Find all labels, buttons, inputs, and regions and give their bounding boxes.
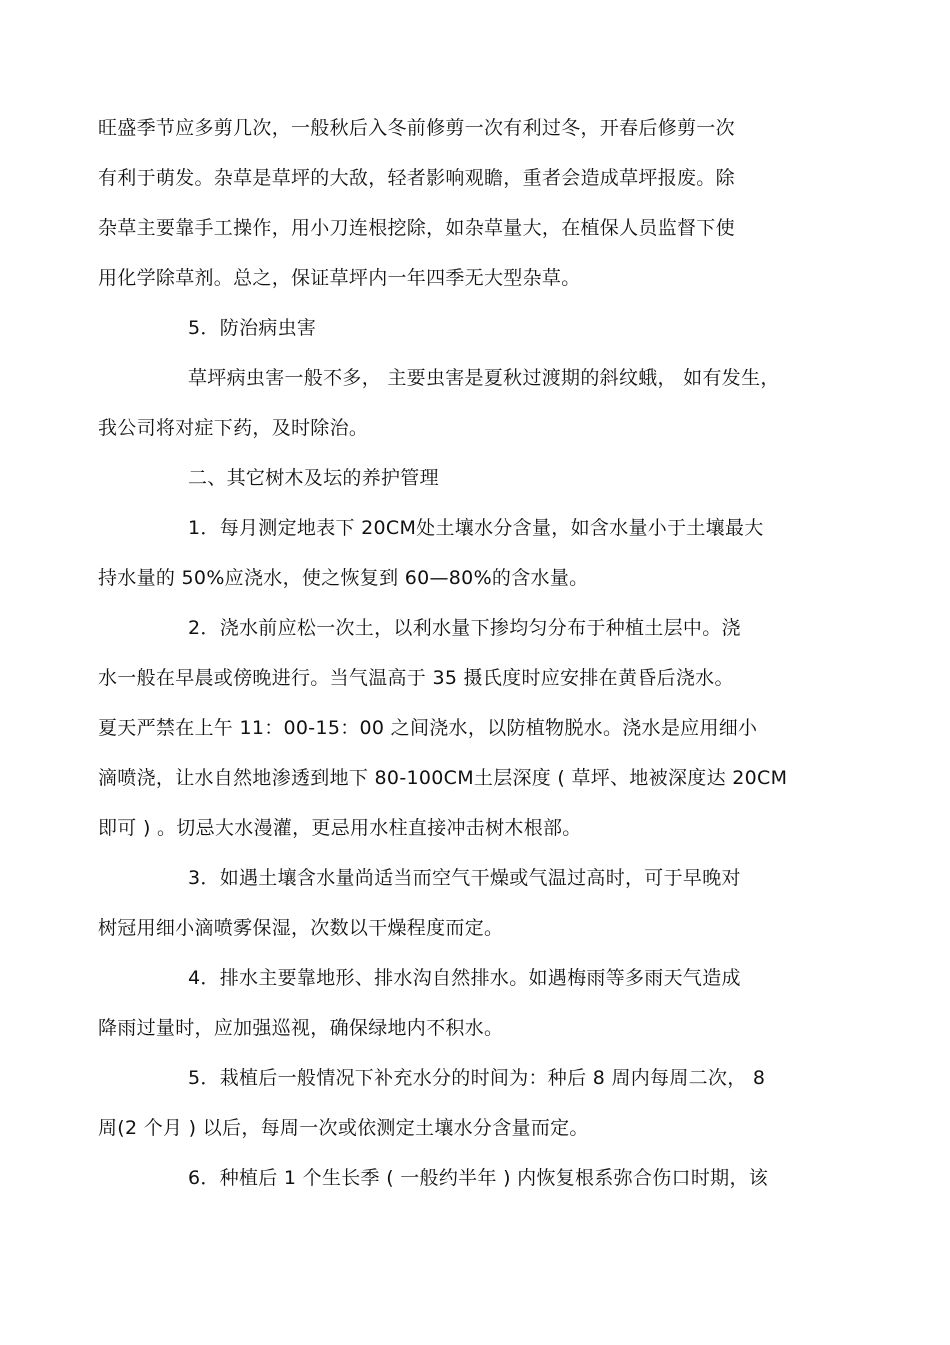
paragraph-line: 滴喷浇，让水自然地渗透到地下 80-100CM土层深度 ( 草坪、地被深度达 20CM — [98, 767, 788, 789]
paragraph-line: 5．栽植后一般情况下补充水分的时间为：种后 8 周内每周二次， 8 — [188, 1067, 766, 1089]
paragraph-line: 6．种植后 1 个生长季 ( 一般约半年 ) 内恢复根系弥合伤口时期，该 — [188, 1167, 769, 1189]
paragraph-line: 3．如遇土壤含水量尚适当而空气干燥或气温过高时，可于早晚对 — [188, 867, 741, 889]
paragraph-line: 我公司将对症下药，及时除治。 — [98, 417, 369, 439]
paragraph-line: 夏天严禁在上午 11：00-15：00 之间浇水，以防植物脱水。浇水是应用细小 — [98, 717, 758, 739]
paragraph-line: 树冠用细小滴喷雾保湿，次数以干燥程度而定。 — [98, 917, 504, 939]
paragraph-line: 有利于萌发。杂草是草坪的大敌，轻者影响观瞻，重者会造成草坪报废。除 — [98, 167, 735, 189]
paragraph-line: 降雨过量时，应加强巡视，确保绿地内不积水。 — [98, 1017, 504, 1039]
paragraph-line: 持水量的 50%应浇水，使之恢复到 60—80%的含水量。 — [98, 567, 589, 589]
paragraph-line: 旺盛季节应多剪几次，一般秋后入冬前修剪一次有利过冬，开春后修剪一次 — [98, 117, 735, 139]
paragraph-line: 杂草主要靠手工操作，用小刀连根挖除，如杂草量大，在植保人员监督下使 — [98, 217, 735, 239]
section-heading: 二、其它树木及坛的养护管理 — [188, 467, 439, 489]
section-heading: 5．防治病虫害 — [188, 317, 317, 339]
paragraph-line: 草坪病虫害一般不多， 主要虫害是夏秋过渡期的斜纹蛾， 如有发生， — [188, 367, 780, 389]
paragraph-line: 用化学除草剂。总之，保证草坪内一年四季无大型杂草。 — [98, 267, 581, 289]
paragraph-line: 1．每月测定地表下 20CM处土壤水分含量，如含水量小于土壤最大 — [188, 517, 764, 539]
paragraph-line: 2．浇水前应松一次土，以利水量下掺均匀分布于种植土层中。浇 — [188, 617, 741, 639]
paragraph-line: 水一般在早晨或傍晚进行。当气温高于 35 摄氏度时应安排在黄昏后浇水。 — [98, 667, 734, 689]
paragraph-line: 周(2 个月 ) 以后，每周一次或依测定土壤水分含量而定。 — [98, 1117, 589, 1139]
paragraph-line: 即可 ) 。切忌大水漫灌，更忌用水柱直接冲击树木根部。 — [98, 817, 582, 839]
paragraph-line: 4．排水主要靠地形、排水沟自然排水。如遇梅雨等多雨天气造成 — [188, 967, 741, 989]
